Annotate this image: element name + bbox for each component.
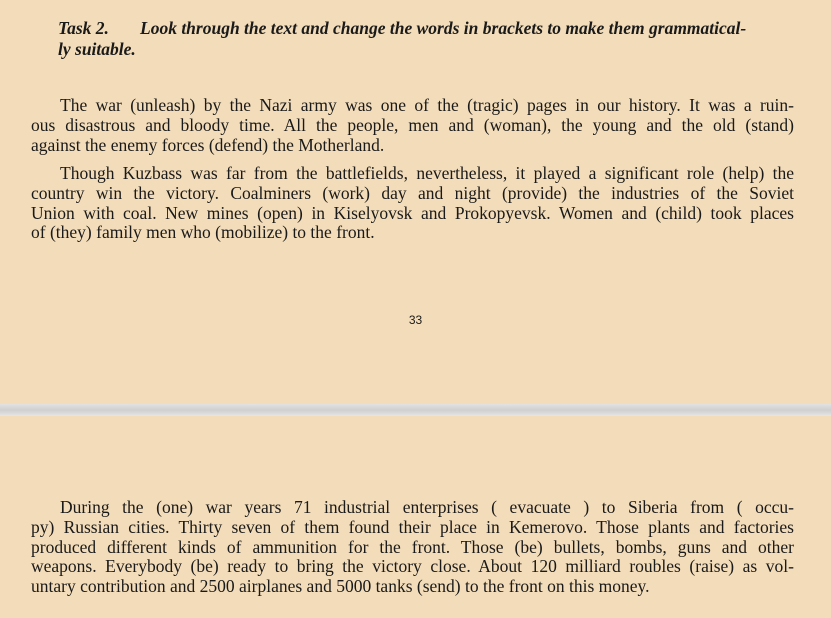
paragraph-evacuation: [31, 498, 794, 597]
paragraph-line: against the enemy forces (defend) the Motherland.: [31, 134, 385, 155]
paragraph-line: py) Russian cities. Thirty seven of them found their place in Kemerovo. Those plants and factories: [31, 516, 794, 537]
task-heading: [58, 18, 798, 60]
task-instruction-line1: Look through the text and change the words in brackets to make them grammatical-: [140, 18, 747, 38]
paragraph-line: untary contribution and 2500 airplanes and 5000 tanks (send) to the front on this money.: [31, 576, 650, 597]
paragraph-line: The war (unleash) by the Nazi army was one of the (tragic) pages in our history. It was a ruin-: [60, 95, 794, 115]
paragraph-line: produced different kinds of ammunition for the front. Those (be) bullets, bombs, guns and other: [31, 536, 794, 557]
page-divider: [0, 404, 831, 416]
task-instruction-line2: ly suitable.: [58, 39, 136, 59]
paragraph-line: country win the victory. Coalminers (work) day and night (provide) the industries of the Soviet: [31, 182, 794, 203]
paragraph-line: Though Kuzbass was far from the battlefields, nevertheless, it played a significant role (help) the: [60, 163, 794, 183]
page-number: 33: [408, 313, 423, 327]
task-number: Task 2.: [58, 18, 109, 38]
paragraph-line: During the (one) war years 71 industrial enterprises ( evacuate ) to Siberia from ( occu-: [60, 497, 794, 517]
paragraph-line: weapons. Everybody (be) ready to bring the victory close. About 120 milliard roubles (raise) as vol-: [31, 556, 794, 577]
page-lower: [0, 416, 831, 618]
paragraph-war: [31, 96, 794, 155]
paragraph-line: of (they) family men who (mobilize) to the front.: [31, 222, 375, 243]
paragraph-kuzbass: [31, 164, 794, 243]
paragraph-line: Union with coal. New mines (open) in Kiselyovsk and Prokopyevsk. Women and (child) took places: [31, 202, 794, 223]
paragraph-line: ous disastrous and bloody time. All the people, men and (woman), the young and the old (stand): [31, 114, 794, 135]
